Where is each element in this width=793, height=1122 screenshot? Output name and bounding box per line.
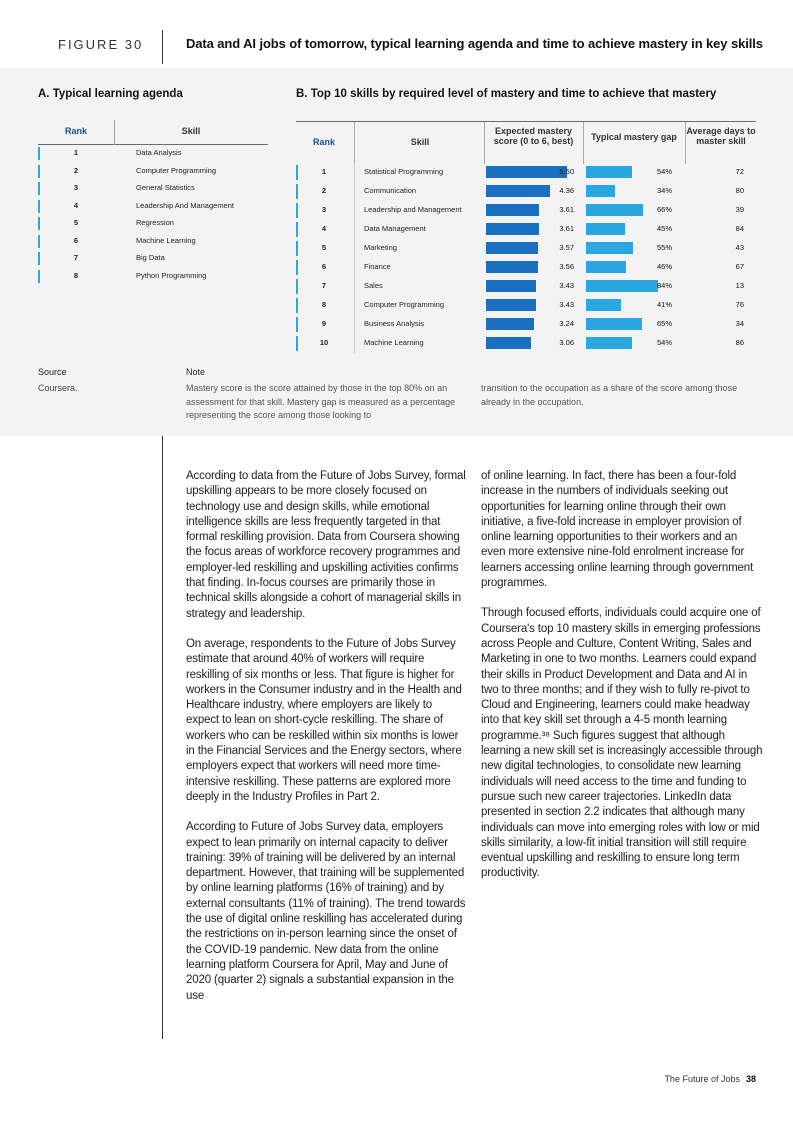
mastery-row bbox=[296, 277, 756, 296]
days-cell: 84 bbox=[735, 224, 744, 233]
mastery-row bbox=[296, 182, 756, 201]
rank-cell: 8 bbox=[73, 270, 79, 280]
days-cell: 76 bbox=[735, 300, 744, 309]
mastery-row bbox=[296, 296, 756, 315]
col-mastery-gap-header: Typical mastery gap bbox=[591, 132, 677, 142]
body-paragraph: On average, respondents to the Future of Jobs Survey estimate that around 40% of workers will require reskilling of six months or less. That figure is higher for workers in the Consumer industry and in the Health and Healthcare industry, where employers are likely to expect to lean on short-cycle reskilling. The share of workers who can be reskilled within six months is lower in the Financial Services and the Energy sectors, where employers expect that workers will need more time-intensive reskilling. These patterns are explored more deeply in the Industry Profiles in Part 2. bbox=[186, 637, 462, 803]
col-skill-header: Skill bbox=[181, 126, 201, 136]
skill-cell: Business Analysis bbox=[364, 319, 425, 328]
mastery-gap-label: 65% bbox=[656, 319, 672, 328]
mastery-gap-label: 84% bbox=[656, 281, 672, 290]
skill-cell: Leadership And Management bbox=[136, 200, 234, 210]
mastery-score-label: 3.56 bbox=[559, 262, 574, 271]
figure-header bbox=[0, 0, 793, 68]
mastery-score-label: 4.36 bbox=[559, 186, 574, 195]
row-column-divider bbox=[354, 315, 355, 334]
skill-cell: Communication bbox=[364, 186, 417, 195]
rank-cell: 3 bbox=[321, 205, 327, 214]
body-paragraph: According to data from the Future of Jobs Survey, formal upskilling appears to be more closely focused on technology use and design skills, while emotional intelligence skills are less frequently targeted in that formal reskilling provision. Data from Coursera showing the focus areas of workforce recovery programmes and employer-led reskilling and upskilling activities confirms that finding. In-focus courses are primarily those in technical skills alongside a cohort of managerial skills in strategy and leadership. bbox=[186, 470, 466, 620]
row-column-divider bbox=[354, 239, 355, 258]
col-rank-header: Rank bbox=[64, 126, 87, 136]
skill-cell: Machine Learning bbox=[364, 338, 424, 347]
rank-cell: 5 bbox=[321, 243, 327, 252]
rank-cell: 1 bbox=[73, 148, 79, 157]
row-column-divider bbox=[354, 220, 355, 239]
rank-cell: 7 bbox=[73, 253, 79, 262]
body-paragraph: of online learning. In fact, there has been a four-fold increase in the numbers of individuals seeking out opportunities for learning online through their own initiative, a five-fold increase in employer provision of online learning opportunities to their workers and an even more extensive nine-fold enrolment increase for learners accessing online learning through government programmes. bbox=[481, 470, 754, 590]
mastery-score-label: 3.43 bbox=[559, 300, 574, 309]
skill-cell: General Statistics bbox=[136, 183, 195, 192]
body-paragraph: According to Future of Jobs Survey data, employers expect to lean primarily on internal capacity to deliver training: 39% of training will be delivered by an internal department. However, that training will be supplemented by online learning platforms (16% of training) and by external consultants (11% of training). The trend towards the use of digital online reskilling has accelerated during the restrictions on in-person learning since the onset of the COVID-19 pandemic. New data from the online learning platform Coursera for April, May and June of 2020 (quarter 2) signals a substantial expansion in the use bbox=[186, 821, 466, 1002]
rank-cell: 4 bbox=[73, 200, 79, 210]
mastery-table-header bbox=[296, 121, 756, 163]
skill-cell: Big Data bbox=[136, 253, 165, 262]
mastery-gap-label: 41% bbox=[656, 300, 672, 309]
skill-cell: Regression bbox=[136, 218, 174, 227]
rank-cell: 10 bbox=[319, 338, 329, 347]
rank-cell: 9 bbox=[321, 319, 327, 328]
skill-cell: Sales bbox=[364, 281, 383, 290]
mastery-score-label: 3.61 bbox=[559, 205, 574, 214]
col-rank-header: Rank bbox=[312, 137, 335, 147]
header-column-divider bbox=[114, 120, 115, 145]
source-label: Source bbox=[38, 367, 67, 377]
learning-agenda-row bbox=[38, 198, 268, 216]
col-days-header: Average days to master skill bbox=[686, 126, 756, 146]
skill-cell: Data Analysis bbox=[136, 148, 182, 157]
mastery-row bbox=[296, 258, 756, 277]
skill-cell: Leadership and Management bbox=[364, 205, 462, 214]
days-cell: 13 bbox=[735, 281, 744, 290]
skill-cell: Data Management bbox=[364, 224, 426, 233]
learning-agenda-row bbox=[38, 250, 268, 268]
rank-cell: 3 bbox=[73, 183, 79, 192]
row-column-divider bbox=[354, 182, 355, 201]
rank-cell: 4 bbox=[321, 224, 327, 233]
source-text: Coursera. bbox=[38, 383, 78, 393]
rank-cell: 1 bbox=[321, 167, 327, 176]
days-cell: 80 bbox=[735, 186, 744, 195]
header-column-divider bbox=[354, 122, 355, 164]
rank-cell: 2 bbox=[321, 186, 327, 195]
mastery-score-label: 3.06 bbox=[559, 338, 574, 347]
mastery-row bbox=[296, 163, 756, 182]
days-cell: 43 bbox=[735, 243, 744, 252]
header-column-divider bbox=[583, 122, 584, 164]
learning-agenda-header bbox=[38, 120, 268, 145]
body-divider bbox=[162, 436, 163, 1039]
skill-cell: Marketing bbox=[364, 243, 397, 252]
rank-cell: 7 bbox=[321, 281, 327, 290]
col-skill-header: Skill bbox=[410, 137, 430, 147]
mastery-score-label: 3.43 bbox=[559, 281, 574, 290]
row-column-divider bbox=[354, 163, 355, 182]
row-column-divider bbox=[354, 277, 355, 296]
rank-cell: 6 bbox=[321, 262, 327, 271]
rank-cell: 2 bbox=[73, 165, 79, 175]
mastery-score-label: 5.50 bbox=[559, 167, 574, 176]
mastery-row bbox=[296, 201, 756, 220]
learning-agenda-row bbox=[38, 180, 268, 198]
learning-agenda-row bbox=[38, 233, 268, 251]
body-column-right bbox=[481, 469, 763, 897]
skill-cell: Computer Programming bbox=[136, 165, 217, 175]
learning-agenda-row bbox=[38, 145, 268, 163]
figure-label: FIGURE 30 bbox=[58, 37, 144, 52]
mastery-row bbox=[296, 220, 756, 239]
page-number: 38 bbox=[745, 1074, 756, 1084]
skill-cell: Statistical Programming bbox=[364, 167, 444, 176]
skill-cell: Finance bbox=[364, 262, 391, 271]
skill-cell: Python Programming bbox=[136, 270, 207, 280]
footer-title: The Future of Jobs bbox=[664, 1074, 740, 1084]
mastery-gap-label: 66% bbox=[656, 205, 672, 214]
mastery-gap-label: 55% bbox=[656, 243, 672, 252]
mastery-gap-label: 45% bbox=[656, 224, 672, 233]
learning-agenda-row bbox=[38, 163, 268, 181]
col-expected-mastery-header: Expected mastery score (0 to 6, best) bbox=[493, 126, 574, 146]
header-divider bbox=[162, 30, 163, 64]
mastery-gap-label: 46% bbox=[656, 262, 672, 271]
note-text-part2: transition to the occupation as a share of the score among those already in the occupation. bbox=[481, 383, 738, 407]
note-text-part1: Mastery score is the score attained by those in the top 80% on an assessment for that skill. Mastery gap is measured as a percentage representing the score among those looking to bbox=[186, 383, 456, 420]
header-column-divider bbox=[484, 122, 485, 164]
mastery-gap-label: 34% bbox=[656, 186, 672, 195]
rank-cell: 5 bbox=[73, 218, 79, 227]
row-column-divider bbox=[354, 334, 355, 353]
learning-agenda-table bbox=[38, 120, 268, 285]
days-cell: 72 bbox=[735, 167, 744, 176]
mastery-table bbox=[296, 121, 756, 353]
skill-cell: Machine Learning bbox=[136, 235, 196, 245]
note-label: Note bbox=[186, 367, 206, 377]
page-footer bbox=[664, 1074, 756, 1084]
days-cell: 67 bbox=[735, 262, 744, 271]
figure-title: Data and AI jobs of tomorrow, typical learning agenda and time to achieve mastery in key skills bbox=[186, 36, 763, 51]
row-column-divider bbox=[354, 296, 355, 315]
rank-cell: 8 bbox=[321, 300, 327, 309]
mastery-gap-label: 54% bbox=[656, 338, 672, 347]
body-column-left bbox=[186, 469, 468, 1019]
mastery-score-label: 3.61 bbox=[559, 224, 574, 233]
section-b-title: B. Top 10 skills by required level of mastery and time to achieve that mastery bbox=[296, 88, 717, 100]
days-cell: 39 bbox=[735, 205, 744, 214]
mastery-score-label: 3.24 bbox=[559, 319, 574, 328]
rank-cell: 6 bbox=[73, 235, 79, 245]
days-cell: 34 bbox=[735, 319, 744, 328]
section-a-title: A. Typical learning agenda bbox=[38, 88, 183, 100]
skill-cell: Computer Programming bbox=[364, 300, 445, 309]
row-column-divider bbox=[354, 258, 355, 277]
learning-agenda-row bbox=[38, 268, 268, 286]
body-paragraph: Through focused efforts, individuals could acquire one of Coursera's top 10 mastery skills in emerging professions across People and Culture, Content Writing, Sales and Marketing in one to two months. Learners could expand their skills in Product Development and Data and AI in two to three months; and if they wish to fully re-pivot to Cloud and Engineering, learners could make headway into that key skill set through a 4-5 month learning programme.³⁸ Such figures suggest that although learning a new skill set is increasingly accessible through new digital technologies, to consolidate new learning individuals will need access to the time and funding to pursue such new career trajectories. LinkedIn data presented in section 2.2 indicates that although many individuals can move into emerging roles with low or mid skills similarity, a low-fit initial transition will still require eventual upskilling and reskilling to ensure long term productivity. bbox=[481, 607, 763, 880]
mastery-row bbox=[296, 239, 756, 258]
days-cell: 86 bbox=[735, 338, 744, 347]
mastery-gap-label: 54% bbox=[656, 167, 672, 176]
mastery-row bbox=[296, 315, 756, 334]
row-column-divider bbox=[354, 201, 355, 220]
learning-agenda-row bbox=[38, 215, 268, 233]
mastery-row bbox=[296, 334, 756, 353]
mastery-score-label: 3.57 bbox=[559, 243, 574, 252]
